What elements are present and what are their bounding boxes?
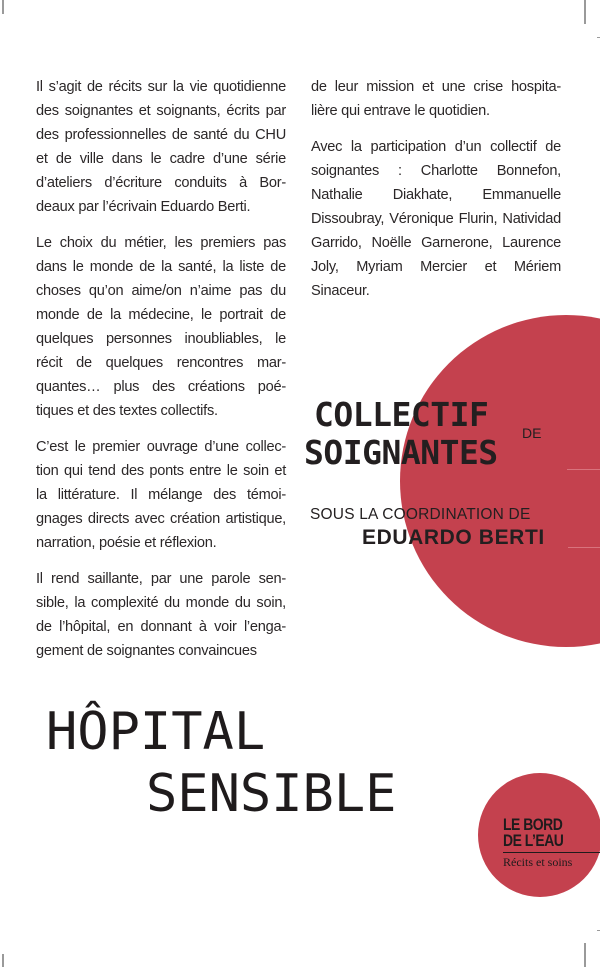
blurb-paragraph: Il s’agit de récits sur la vie quotidienne des soignantes et soignants, écrits par des professionnelles de santé du CHU et de ville dans le cadre d’une série d’ateliers d’écriture conduits à Bor-deaux par l’écrivain Eduardo Berti.	[36, 79, 286, 215]
crop-mark-top-right	[584, 0, 586, 24]
crop-mark-top-left	[2, 0, 4, 14]
book-title-line-2: SENSIBLE	[146, 764, 397, 824]
crop-mark-bottom-left	[2, 954, 4, 967]
large-red-circle	[400, 315, 600, 647]
publisher-rule	[503, 852, 600, 853]
guide-line	[567, 469, 600, 470]
author-line-soignantes: SOIGNANTES	[304, 433, 498, 472]
blurb-paragraph: Il rend saillante, par une parole sen-sible, la complexité du monde du soin, de l’hôpital, en donnant à voir l’enga-gement de soignantes convaincues	[36, 571, 286, 659]
blurb-paragraph: C’est le premier ouvrage d’une collec-tion qui tend des ponts entre le soin et la littérature. Il mélange des témoi-gnages directs avec création artistique, narration, poésie et réflexion.	[36, 439, 286, 551]
author-connector-de: DE	[522, 425, 542, 441]
coordination-label: SOUS LA COORDINATION DE	[310, 506, 531, 523]
author-line-collectif: COLLECTIF	[314, 395, 489, 434]
publisher-name-line-1: LE BORD	[503, 815, 563, 834]
blurb-paragraph: Le choix du métier, les premiers pas dans le monde de la santé, la liste de choses qu’on aime/on n’aime pas du monde de la médecine, le portrait de quelques personnes inoubliables, le récit de quelques rencontres mar-quantes… plus des créations poé-tiques et des textes collectifs.	[36, 235, 286, 419]
publisher-logo	[503, 815, 577, 869]
blurb-paragraph: de leur mission et une crise hospita-lière qui entrave le quotidien.	[311, 79, 561, 119]
guide-line	[568, 547, 600, 548]
blurb-paragraph: Avec la participation d’un collectif de soignantes : Charlotte Bonnefon, Nathalie Diakhate, Emmanuelle Dissoubray, Véronique Flurin, Natividad Garrido, Noëlle Garnerone, Laurence Joly, Myriam Mercier et Mériem Sinaceur.	[311, 139, 561, 299]
crop-mark-bottom-right	[584, 943, 586, 967]
blurb-left-column	[36, 75, 286, 675]
book-title-line-1: HÔPITAL	[46, 702, 266, 762]
publisher-collection: Récits et soins	[503, 855, 573, 869]
blurb-right-column	[311, 75, 561, 315]
coordinator-name: EDUARDO BERTI	[362, 526, 545, 549]
publisher-name-line-2: DE L’EAU	[503, 831, 564, 850]
